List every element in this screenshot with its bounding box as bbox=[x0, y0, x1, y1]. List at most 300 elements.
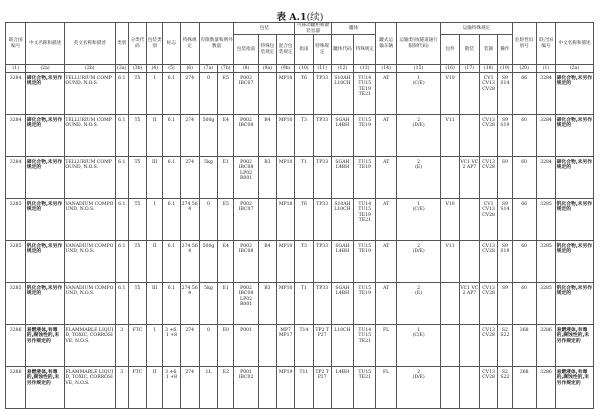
cell-hazard-id: 66 bbox=[512, 73, 536, 115]
cell-transport-category-line: (D/E) bbox=[412, 375, 425, 381]
column-number: (14) bbox=[376, 65, 396, 73]
cell-sp-package bbox=[441, 367, 459, 409]
cell-tank-code-line: SGAH bbox=[335, 118, 350, 123]
cell-sp-bulk: VC1 VC2 AP7 bbox=[459, 283, 479, 325]
cell-tank-special-provisions-line: TU15 bbox=[358, 207, 372, 213]
cell-packing-instruction-line: P001 bbox=[240, 328, 252, 333]
header-limited-excepted: 有限数量和例外数量 bbox=[199, 23, 234, 65]
cell-tank-code-line: L10CH bbox=[334, 81, 351, 87]
cell-tank-special: TP33 bbox=[313, 73, 331, 115]
cell-name-en: TELLURIUM COMPOUND, N.O.S. bbox=[64, 73, 115, 115]
cell-tank-code-line: SGAH bbox=[335, 286, 350, 291]
column-number: (1) bbox=[536, 65, 555, 73]
cell-tank-code-line: L4BH bbox=[335, 370, 350, 375]
cell-tank-special: TP33 bbox=[313, 199, 331, 241]
cell-name-en: FLAMMABLE LIQUID, TOXIC, CORROSIVE, N.O.S. bbox=[64, 367, 115, 409]
cell-sp-operation-line: S9 bbox=[501, 76, 508, 81]
cell-sp-package bbox=[441, 157, 459, 199]
cell-packing-special: B4 bbox=[258, 115, 276, 157]
cell-sp-package: V11 bbox=[441, 241, 459, 283]
cell-sp-operation-line: S9 bbox=[501, 160, 508, 165]
cell-packing-instruction-line: P002 bbox=[240, 202, 252, 207]
cell-packing-instruction-line: IBC08 bbox=[238, 291, 254, 297]
cell-transport-category-line: (C/E) bbox=[412, 81, 425, 87]
cell-mixed-packing: MP19 bbox=[277, 367, 295, 409]
column-number: (2a) bbox=[26, 65, 65, 73]
cell-sp-operation-line: S19 bbox=[500, 123, 510, 129]
cell-packing-special: B3 bbox=[258, 157, 276, 199]
header-packing: 包装 bbox=[234, 23, 295, 35]
header-packing-group: 包装类别 bbox=[147, 23, 163, 65]
cell-sp-operation-line: S22 bbox=[500, 333, 510, 339]
cell-sp-operation-line: S14 bbox=[500, 207, 510, 213]
cell-packing-instruction-line: IBC07 bbox=[238, 81, 254, 87]
column-number: (16) bbox=[441, 65, 459, 73]
table-row bbox=[6, 157, 594, 199]
cell-excepted-quantity: E5 bbox=[218, 199, 234, 241]
cell-sp-package: V10 bbox=[441, 199, 459, 241]
cell-tank-special-provisions-line: TE19 bbox=[358, 165, 371, 171]
cell-sp-package bbox=[441, 283, 459, 325]
cell-mixed-packing: MP18 bbox=[277, 199, 295, 241]
cell-name-cn-end: 易燃液体,有毒的,腐蚀性的,未另作规定的 bbox=[556, 367, 594, 409]
cell-sp-bulk bbox=[459, 199, 479, 241]
column-number: (9b) bbox=[277, 65, 295, 73]
cell-packing-instruction bbox=[234, 199, 258, 241]
cell-tank-special-provisions-line: TU15 bbox=[358, 160, 372, 165]
cell-sp-operation bbox=[498, 325, 512, 367]
column-number-row bbox=[6, 65, 594, 73]
cell-tank-special: TP2 TP27 bbox=[313, 325, 331, 367]
cell-transport-category-line: 1 bbox=[417, 202, 421, 207]
cell-transport-category bbox=[396, 157, 441, 199]
cell-vehicle: AT bbox=[376, 73, 396, 115]
cell-tank-code bbox=[331, 325, 353, 367]
cell-tank-special-provisions-line: TU14 bbox=[358, 202, 372, 207]
cell-tank-special-provisions bbox=[354, 115, 376, 157]
cell-tank-code-line: S10AH bbox=[334, 76, 351, 81]
cell-vehicle: FL bbox=[376, 367, 396, 409]
cell-name-cn-end: 碲化合物,未另作规定的 bbox=[556, 115, 594, 157]
cell-sp-operation-line: S9 bbox=[501, 244, 508, 249]
cell-tank-special-provisions-line: TU15 bbox=[358, 286, 372, 291]
header-un-no: 联合国编号 bbox=[6, 23, 26, 65]
cell-class: 6.1 bbox=[115, 199, 128, 241]
cell-sp-operation-line: S14 bbox=[500, 81, 510, 87]
column-number: (2b) bbox=[64, 65, 115, 73]
cell-class: 6.1 bbox=[115, 115, 128, 157]
column-number: (6) bbox=[180, 65, 199, 73]
cell-un-no-end: 3285 bbox=[536, 199, 555, 241]
cell-name-cn: 碲化合物,未另作规定的 bbox=[26, 73, 65, 115]
cell-sp-loading-line: CV13 bbox=[482, 244, 495, 249]
cell-sp-loading bbox=[480, 283, 498, 325]
column-number: (20) bbox=[512, 65, 536, 73]
cell-packing-special: B4 bbox=[258, 241, 276, 283]
header-special-provisions: 特殊规定 bbox=[180, 23, 199, 65]
cell-tank-code-line: L4BH bbox=[335, 249, 350, 255]
cell-name-cn: 钒化合物,未另作规定的 bbox=[26, 199, 65, 241]
cell-special-provisions: 274 bbox=[180, 325, 199, 367]
cell-class-code: T5 bbox=[128, 115, 146, 157]
cell-packing-group: I bbox=[147, 73, 163, 115]
cell-packing-special bbox=[258, 367, 276, 409]
cell-special-provisions: 274 564 bbox=[180, 199, 199, 241]
cell-tank-instruction: T3 bbox=[295, 115, 313, 157]
table-row bbox=[6, 115, 594, 157]
cell-name-cn-end: 钒化合物,未另作规定的 bbox=[556, 241, 594, 283]
cell-sp-loading-line: CV28 bbox=[482, 123, 495, 129]
cell-un-no: 3285 bbox=[6, 199, 26, 241]
table-row bbox=[6, 73, 594, 115]
header-labels: 标志 bbox=[163, 23, 180, 65]
cell-transport-category-line: 1 bbox=[417, 328, 421, 333]
header-tank-instr: 指南 bbox=[295, 35, 313, 65]
cell-tank-instruction: T6 bbox=[295, 199, 313, 241]
cell-packing-instruction-line: P002 bbox=[240, 118, 252, 123]
cell-sp-loading-line: CV28 bbox=[482, 86, 495, 92]
cell-transport-category bbox=[396, 283, 441, 325]
cell-sp-loading-line: CV13 bbox=[482, 207, 495, 213]
cell-un-no-end: 3285 bbox=[536, 241, 555, 283]
cell-sp-operation bbox=[498, 73, 512, 115]
cell-un-no-end: 3286 bbox=[536, 325, 555, 367]
cell-packing-instruction-line: P002 bbox=[240, 286, 252, 291]
header-sp-package: 包件 bbox=[441, 35, 459, 65]
cell-tank-special-provisions-line: TU15 bbox=[358, 244, 372, 249]
header-sp-bulk: 散装 bbox=[459, 35, 479, 65]
cell-sp-operation-line: S2 bbox=[501, 370, 508, 375]
cell-packing-instruction bbox=[234, 73, 258, 115]
cell-tank-special-provisions-line: TE19 bbox=[358, 249, 371, 255]
cell-excepted-quantity: E2 bbox=[218, 367, 234, 409]
cell-excepted-quantity: E0 bbox=[218, 325, 234, 367]
cell-limited-quantity: 5kg bbox=[199, 283, 217, 325]
cell-tank-special-provisions bbox=[354, 241, 376, 283]
cell-sp-loading bbox=[480, 73, 498, 115]
cell-tank-code bbox=[331, 199, 353, 241]
column-number: (7a) bbox=[199, 65, 217, 73]
cell-class: 6.1 bbox=[115, 157, 128, 199]
cell-un-no: 3284 bbox=[6, 115, 26, 157]
cell-mixed-packing: MP7 MP17 bbox=[277, 325, 295, 367]
table-body bbox=[6, 73, 594, 409]
cell-sp-bulk bbox=[459, 115, 479, 157]
cell-tank-code-line: SGAH bbox=[335, 160, 350, 165]
cell-mixed-packing: MP10 bbox=[277, 157, 295, 199]
cell-transport-category-line: (E) bbox=[415, 165, 423, 171]
cell-tank-special-provisions-line: TU14 bbox=[358, 76, 372, 81]
cell-packing-instruction bbox=[234, 325, 258, 367]
cell-name-en: VANADIUM COMPOUND, N.O.S. bbox=[64, 241, 115, 283]
cell-transport-category-line: (D/E) bbox=[412, 123, 425, 129]
table-title: 表 A.1(续) bbox=[276, 12, 324, 23]
table-row bbox=[6, 241, 594, 283]
table-row bbox=[6, 283, 594, 325]
cell-class: 3 bbox=[115, 367, 128, 409]
cell-packing-instruction-line: IBC07 bbox=[238, 207, 254, 213]
header-portable-tanks: 可移动罐柜和散装容器 bbox=[295, 23, 332, 35]
cell-hazard-id: 60 bbox=[512, 241, 536, 283]
cell-vehicle: AT bbox=[376, 241, 396, 283]
cell-class: 6.1 bbox=[115, 73, 128, 115]
table-row bbox=[6, 199, 594, 241]
cell-sp-operation bbox=[498, 115, 512, 157]
column-number: (8) bbox=[234, 65, 258, 73]
header-sp-op: 操作 bbox=[498, 35, 512, 65]
cell-labels: 3 +6.1 +8 bbox=[163, 325, 180, 367]
cell-class: 6.1 bbox=[115, 241, 128, 283]
column-number: (4) bbox=[147, 65, 163, 73]
cell-sp-loading bbox=[480, 115, 498, 157]
column-number: (10) bbox=[295, 65, 313, 73]
cell-mixed-packing: MP18 bbox=[277, 73, 295, 115]
cell-packing-instruction-line: R001 bbox=[239, 176, 253, 182]
cell-sp-loading bbox=[480, 367, 498, 409]
cell-packing-special bbox=[258, 73, 276, 115]
cell-packing-instruction-line: P002 bbox=[240, 244, 252, 249]
cell-vehicle: FL bbox=[376, 325, 396, 367]
cell-tank-special-provisions-line: TU15 bbox=[358, 81, 372, 87]
cell-sp-operation bbox=[498, 367, 512, 409]
cell-packing-instruction bbox=[234, 157, 258, 199]
column-number: (13) bbox=[354, 65, 376, 73]
cell-hazard-id: 60 bbox=[512, 157, 536, 199]
cell-tank-special-provisions bbox=[354, 283, 376, 325]
cell-hazard-id: 60 bbox=[512, 115, 536, 157]
header-rtank-special: 特殊规定 bbox=[354, 35, 376, 65]
cell-special-provisions: 274 564 bbox=[180, 241, 199, 283]
cell-name-en: FLAMMABLE LIQUID, TOXIC, CORROSIVE, N.O.S. bbox=[64, 325, 115, 367]
cell-tank-special-provisions bbox=[354, 199, 376, 241]
cell-sp-loading bbox=[480, 199, 498, 241]
cell-transport-category bbox=[396, 325, 441, 367]
cell-packing-instruction-line: P001 bbox=[240, 370, 252, 375]
cell-tank-code-line: L4BH bbox=[335, 165, 350, 171]
cell-transport-category bbox=[396, 73, 441, 115]
cell-transport-category bbox=[396, 241, 441, 283]
column-number: (5) bbox=[163, 65, 180, 73]
dangerous-goods-table bbox=[5, 22, 594, 409]
cell-hazard-id: 66 bbox=[512, 199, 536, 241]
cell-name-en: TELLURIUM COMPOUND, N.O.S. bbox=[64, 115, 115, 157]
cell-sp-operation-line: S2 bbox=[501, 328, 508, 333]
cell-tank-code bbox=[331, 115, 353, 157]
cell-packing-group: II bbox=[147, 241, 163, 283]
cell-tank-special-provisions bbox=[354, 325, 376, 367]
cell-transport-category bbox=[396, 367, 441, 409]
cell-transport-category-line: (D/E) bbox=[412, 249, 425, 255]
cell-sp-loading-line: CV1 bbox=[483, 202, 494, 207]
cell-tank-code-line: L4BH bbox=[335, 291, 350, 297]
cell-transport-category-line: 1 bbox=[417, 76, 421, 81]
cell-sp-loading-line: CV13 bbox=[482, 370, 495, 375]
cell-name-en: VANADIUM COMPOUND, N.O.S. bbox=[64, 283, 115, 325]
cell-sp-operation-line: S9 bbox=[501, 202, 508, 207]
cell-sp-loading-line: CV28 bbox=[482, 249, 495, 255]
cell-special-provisions: 274 bbox=[180, 157, 199, 199]
cell-sp-package bbox=[441, 325, 459, 367]
cell-sp-operation bbox=[498, 157, 512, 199]
cell-tank-special-provisions-line: TE19 bbox=[358, 212, 371, 218]
cell-hazard-id: 368 bbox=[512, 325, 536, 367]
cell-name-cn: 易燃液体,有毒的,腐蚀性的,未另作规定的 bbox=[26, 367, 65, 409]
header-class-code: 分类代码 bbox=[128, 23, 146, 65]
header-transport-category: 运输类别(隧道通行限制代码) bbox=[396, 23, 441, 65]
cell-limited-quantity: 0 bbox=[199, 73, 217, 115]
cell-sp-loading-line: CV28 bbox=[482, 375, 495, 381]
cell-sp-loading bbox=[480, 157, 498, 199]
cell-excepted-quantity: E5 bbox=[218, 73, 234, 115]
cell-un-no-end: 3284 bbox=[536, 157, 555, 199]
cell-sp-package: V11 bbox=[441, 115, 459, 157]
cell-transport-category-line: 2 bbox=[417, 244, 421, 249]
cell-tank-special-provisions-line: TE19 bbox=[358, 291, 371, 297]
header-un-no-end: 联合国编号 bbox=[536, 23, 555, 65]
cell-name-en: VANADIUM COMPOUND, N.O.S. bbox=[64, 199, 115, 241]
cell-tank-code bbox=[331, 157, 353, 199]
cell-hazard-id: 60 bbox=[512, 283, 536, 325]
cell-class-code: FTC bbox=[128, 325, 146, 367]
cell-name-cn-end: 钒化合物,未另作规定的 bbox=[556, 199, 594, 241]
cell-sp-bulk bbox=[459, 73, 479, 115]
cell-limited-quantity: 1L bbox=[199, 367, 217, 409]
cell-tank-code-line: L10CH bbox=[334, 328, 351, 333]
cell-labels: 6.1 bbox=[163, 241, 180, 283]
cell-vehicle: AT bbox=[376, 199, 396, 241]
table-row bbox=[6, 367, 594, 409]
cell-name-cn: 碲化合物,未另作规定的 bbox=[26, 157, 65, 199]
cell-labels: 6.1 bbox=[163, 283, 180, 325]
header-hazard-id: 危险性识别号 bbox=[512, 23, 536, 65]
cell-transport-category-line: 2 bbox=[417, 160, 421, 165]
cell-sp-loading-line: CV13 bbox=[482, 328, 495, 333]
cell-packing-group: I bbox=[147, 199, 163, 241]
cell-excepted-quantity: E1 bbox=[218, 283, 234, 325]
cell-sp-loading-line: CV28 bbox=[482, 165, 495, 171]
header-class: 类别 bbox=[115, 23, 128, 65]
cell-labels: 6.1 bbox=[163, 115, 180, 157]
cell-sp-bulk bbox=[459, 325, 479, 367]
cell-sp-operation bbox=[498, 283, 512, 325]
cell-limited-quantity: 500g bbox=[199, 115, 217, 157]
cell-packing-instruction bbox=[234, 367, 258, 409]
column-number: (2a) bbox=[556, 65, 594, 73]
cell-excepted-quantity: E4 bbox=[218, 241, 234, 283]
cell-sp-loading-line: CV28 bbox=[482, 212, 495, 218]
cell-tank-special-provisions bbox=[354, 157, 376, 199]
cell-sp-loading-line: CV1 bbox=[483, 76, 494, 81]
cell-class-code: T5 bbox=[128, 73, 146, 115]
cell-tank-instruction: T1 bbox=[295, 157, 313, 199]
cell-sp-operation-line: S19 bbox=[500, 249, 510, 255]
cell-sp-loading bbox=[480, 325, 498, 367]
cell-labels: 6.1 bbox=[163, 73, 180, 115]
header-pack-special: 特殊包装规定 bbox=[258, 35, 276, 65]
cell-un-no-end: 3285 bbox=[536, 283, 555, 325]
cell-tank-special-provisions-line: TU15 bbox=[358, 333, 372, 339]
cell-labels: 6.1 bbox=[163, 157, 180, 199]
cell-sp-operation-line: S9 bbox=[501, 286, 508, 291]
cell-name-cn: 钒化合物,未另作规定的 bbox=[26, 283, 65, 325]
cell-name-cn: 碲化合物,未另作规定的 bbox=[26, 115, 65, 157]
cell-vehicle: AT bbox=[376, 115, 396, 157]
cell-class-code: FTC bbox=[128, 367, 146, 409]
column-number: (3b) bbox=[128, 65, 146, 73]
cell-packing-instruction-line: P002 bbox=[240, 76, 252, 81]
column-number: (7b) bbox=[218, 65, 234, 73]
cell-class-code: T5 bbox=[128, 283, 146, 325]
cell-class-code: T5 bbox=[128, 157, 146, 199]
header-pack-instr: 包装指南 bbox=[234, 35, 258, 65]
cell-mixed-packing: MP10 bbox=[277, 283, 295, 325]
header-mixed-pack: 混合包装规定 bbox=[277, 35, 295, 65]
cell-hazard-id: 368 bbox=[512, 367, 536, 409]
cell-mixed-packing: MP10 bbox=[277, 115, 295, 157]
cell-name-cn-end: 易燃液体,有毒的,腐蚀性的,未另作规定的 bbox=[556, 325, 594, 367]
cell-transport-category-line: 2 bbox=[417, 370, 421, 375]
cell-sp-operation-line: S9 bbox=[501, 118, 508, 123]
cell-tank-code bbox=[331, 283, 353, 325]
cell-excepted-quantity: E1 bbox=[218, 157, 234, 199]
cell-limited-quantity: 500g bbox=[199, 241, 217, 283]
column-number: (17) bbox=[459, 65, 479, 73]
cell-special-provisions: 274 bbox=[180, 73, 199, 115]
cell-class-code: T5 bbox=[128, 241, 146, 283]
cell-sp-bulk bbox=[459, 367, 479, 409]
header-vehicle: 罐式运输车辆 bbox=[376, 23, 396, 65]
cell-tank-code-line: L10CH bbox=[334, 207, 351, 213]
cell-transport-category bbox=[396, 199, 441, 241]
cell-un-no: 3286 bbox=[6, 367, 26, 409]
header-name-cn: 中文名称和描述 bbox=[26, 23, 65, 65]
cell-packing-instruction-line: IBC02 bbox=[238, 375, 254, 381]
cell-un-no: 3285 bbox=[6, 241, 26, 283]
cell-sp-loading-line: CV13 bbox=[482, 81, 495, 87]
cell-un-no-end: 3284 bbox=[536, 115, 555, 157]
cell-class-code: T5 bbox=[128, 199, 146, 241]
cell-un-no: 3284 bbox=[6, 157, 26, 199]
cell-un-no: 3286 bbox=[6, 325, 26, 367]
cell-name-cn: 钒化合物,未另作规定的 bbox=[26, 241, 65, 283]
column-number: (18) bbox=[480, 65, 498, 73]
cell-tank-special: TP33 bbox=[313, 115, 331, 157]
cell-name-cn-end: 碲化合物,未另作规定的 bbox=[556, 157, 594, 199]
cell-special-provisions: 274 bbox=[180, 115, 199, 157]
cell-tank-special-provisions-line: TE19 bbox=[358, 86, 371, 92]
cell-tank-special-provisions-line: TE21 bbox=[358, 338, 371, 344]
cell-labels: 6.1 bbox=[163, 199, 180, 241]
cell-labels: 3 +6.1 +8 bbox=[163, 367, 180, 409]
cell-sp-loading-line: CV28 bbox=[482, 291, 495, 297]
cell-packing-special bbox=[258, 199, 276, 241]
cell-excepted-quantity: E4 bbox=[218, 115, 234, 157]
cell-un-no: 3284 bbox=[6, 73, 26, 115]
cell-sp-bulk bbox=[459, 241, 479, 283]
cell-tank-special-provisions-line: TE21 bbox=[358, 92, 371, 98]
header-name-en: 英文名称和描述 bbox=[64, 23, 115, 65]
cell-packing-instruction-line: LP02 bbox=[240, 170, 253, 176]
cell-sp-loading-line: CV13 bbox=[482, 160, 495, 165]
cell-sp-operation-line: S22 bbox=[500, 375, 510, 381]
cell-sp-package: V10 bbox=[441, 73, 459, 115]
cell-name-cn-end: 碲化合物,未另作规定的 bbox=[556, 73, 594, 115]
cell-un-no: 3285 bbox=[6, 283, 26, 325]
cell-transport-category-line: 2 bbox=[417, 286, 421, 291]
cell-tank-code bbox=[331, 241, 353, 283]
header-special-transport: 运输特殊规定 bbox=[441, 23, 512, 35]
cell-tank-special-provisions-line: TU14 bbox=[358, 328, 372, 333]
